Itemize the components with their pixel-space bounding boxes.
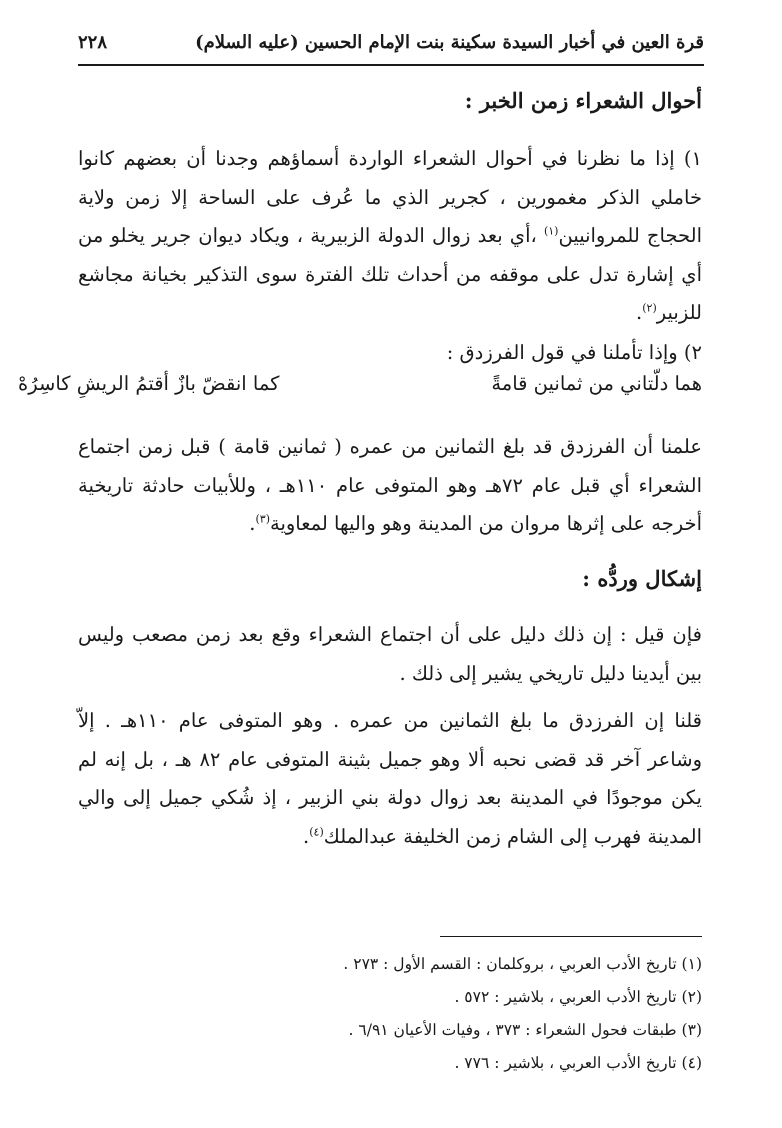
footnote-item: (٤) تاريخ الأدب العربي ، بلاشير : ٧٧٦ . — [454, 1054, 702, 1072]
footnote-ref-3[interactable]: (٣) — [255, 512, 270, 526]
paragraph-farazdaq-age — [78, 428, 702, 544]
footnote-ref-2[interactable]: (٢) — [642, 301, 657, 315]
paragraph-reply — [78, 702, 702, 856]
running-header — [78, 30, 704, 66]
page-number: ٢٢٨ — [78, 32, 108, 53]
paragraph-text: . — [249, 512, 256, 535]
footnotes-list — [343, 948, 702, 1080]
paragraph-text: . — [303, 824, 310, 848]
paragraph-text: . — [636, 301, 643, 324]
paragraph-text: علمنا أن الفرزدق قد بلغ الثمانين من عمره ( ثمانين قامة ) قبل زمن اجتماع الشعراء أي قبل عام ٧٢هـ وهو المتوفى عام ١١٠هـ ، وللأبيات حادثة تاريخية أخرجه على إثرها مروان من المدينة وهو واليها لمعاوية — [78, 435, 703, 535]
section-heading-objection: إشكال وردُّه : — [582, 566, 702, 591]
footnote-item: (١) تاريخ الأدب العربي ، بروكلمان : القسم الأول : ٢٧٣ . — [343, 955, 702, 973]
running-title: قرة العين في أخبار السيدة سكينة بنت الإمام الحسين (عليه السلام) — [195, 32, 704, 53]
paragraph-jarir — [78, 140, 702, 333]
verse-second-hemistich: كما انقضّ بازٌ أقتمُ الريشِ كاسِرُهْ — [18, 372, 280, 395]
footnote-item: (٢) تاريخ الأدب العربي ، بلاشير : ٥٧٢ . — [454, 988, 702, 1006]
section-heading-poets: أحوال الشعراء زمن الخبر : — [464, 88, 702, 113]
paragraph-text: ١) إذا ما نظرنا في أحوال الشعراء الواردة أسماؤهم وجدنا أن بعضهم كانوا خاملي الذكر مغمورين ، كجرير الذي ما عُرف على الساحة إلا زمن ولاية الحجاج للمروانيين — [78, 147, 702, 247]
footnote-item: (٣) طبقات فحول الشعراء : ٣٧٣ ، وفيات الأعيان ٦/٩١ . — [348, 1021, 702, 1039]
footnote-ref-4[interactable]: (٤) — [309, 825, 324, 838]
paragraph-text: قلنا إن الفرزدق ما بلغ الثمانين من عمره . وهو المتوفى عام ١١٠هـ . إلاّ وشاعر آخر قد قضى نحبه ألا وهو جميل بثينة المتوفى عام ٨٢ هـ ، بل إنه لم يكن موجودًا في المدينة بعد زوال دولة بني الزبير ، إذ شُكي جميل إلى والي المدينة فهرب إلى الشام زمن الخليفة عبدالملك — [78, 709, 702, 848]
footnote-divider — [440, 936, 702, 937]
poetry-verse — [18, 372, 702, 408]
paragraph-farazdaq-intro: ٢) وإذا تأملنا في قول الفرزدق : — [446, 341, 702, 364]
footnote-ref-1[interactable]: (١) — [543, 224, 559, 238]
paragraph-objection: فإن قيل : إن ذلك دليل على أن اجتماع الشعراء وقع بعد زمن مصعب وليس بين أيدينا دليل تاريخي يشير إلى ذلك . — [78, 623, 702, 685]
paragraph-text: ،أي بعد زوال الدولة الزبيرية ، ويكاد ديوان جرير يخلو من أي إشارة تدل على موقفه من أحداث تلك الفترة سوى التذكير بخيانة مجاشع للزبير — [78, 224, 702, 324]
verse-first-hemistich: هما دلّتاني من ثمانين قامةً — [491, 372, 702, 395]
